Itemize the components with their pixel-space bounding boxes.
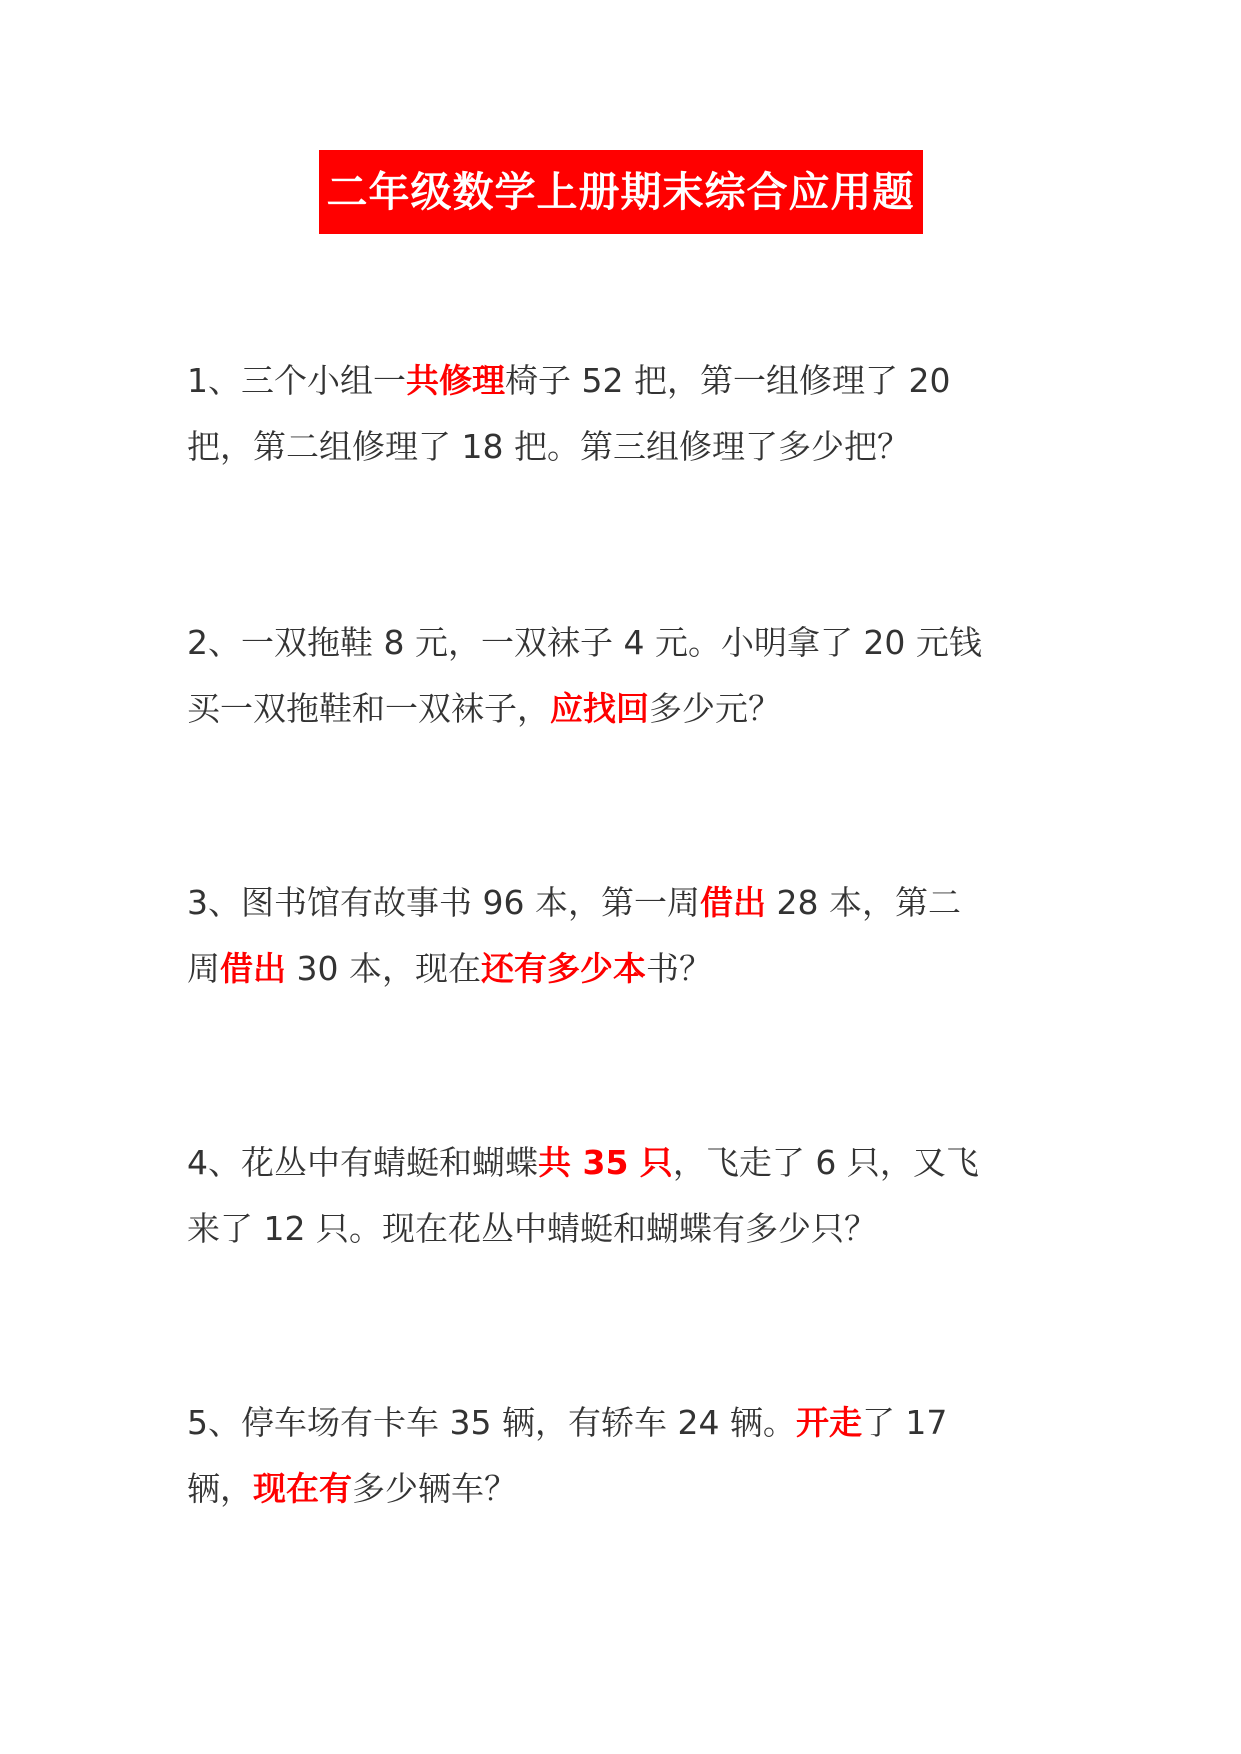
question-text: 多少辆车？ <box>352 1469 517 1508</box>
question-text: 4、花丛中有蜻蜓和蝴蝶 <box>187 1143 538 1182</box>
question-text: 买一双拖鞋和一双袜子， <box>187 689 550 728</box>
question-text: 来了 12 只。现在花丛中蜻蜓和蝴蝶有多少只？ <box>187 1209 877 1248</box>
title-container <box>0 150 1241 234</box>
highlight-keyword: 现在有 <box>253 1469 352 1508</box>
highlight-keyword: 借出 <box>699 883 766 922</box>
highlight-keyword: 共 35 只 <box>538 1143 673 1182</box>
question-line <box>187 936 1067 1002</box>
question-4 <box>187 1130 1067 1262</box>
question-line <box>187 610 1067 676</box>
question-text: ，飞走了 6 只，又飞 <box>672 1143 979 1182</box>
question-5 <box>187 1390 1067 1522</box>
question-text: 28 本，第二 <box>765 883 961 922</box>
question-2 <box>187 610 1067 742</box>
page-title: 二年级数学上册期末综合应用题 <box>319 150 923 234</box>
highlight-keyword: 开走 <box>795 1403 862 1442</box>
question-text: 了 17 <box>861 1403 948 1442</box>
question-text: 椅子 52 把，第一组修理了 20 <box>505 361 951 400</box>
highlight-keyword: 还有多少本 <box>480 949 646 988</box>
question-line <box>187 1130 1067 1196</box>
question-line <box>187 1456 1067 1522</box>
question-line <box>187 1196 1067 1262</box>
highlight-keyword: 应找回 <box>550 689 649 728</box>
question-text: 书？ <box>645 949 712 988</box>
question-text: 3、图书馆有故事书 96 本，第一周 <box>187 883 700 922</box>
question-line <box>187 676 1067 742</box>
question-line <box>187 870 1067 936</box>
question-text: 辆， <box>187 1469 253 1508</box>
question-text: 多少元？ <box>649 689 781 728</box>
question-3 <box>187 870 1067 1002</box>
highlight-keyword: 借出 <box>220 949 286 988</box>
question-1 <box>187 348 1067 480</box>
question-text: 2、一双拖鞋 8 元，一双袜子 4 元。小明拿了 20 元钱 <box>187 623 982 662</box>
question-text: 把，第二组修理了 18 把。第三组修理了多少把？ <box>187 427 910 466</box>
question-line <box>187 348 1067 414</box>
question-text: 5、停车场有卡车 35 辆，有轿车 24 辆。 <box>187 1403 796 1442</box>
question-text: 30 本，现在 <box>286 949 481 988</box>
question-line <box>187 414 1067 480</box>
question-text: 周 <box>187 949 220 988</box>
question-line <box>187 1390 1067 1456</box>
question-text: 1、三个小组一 <box>187 361 406 400</box>
highlight-keyword: 共修理 <box>406 361 505 400</box>
